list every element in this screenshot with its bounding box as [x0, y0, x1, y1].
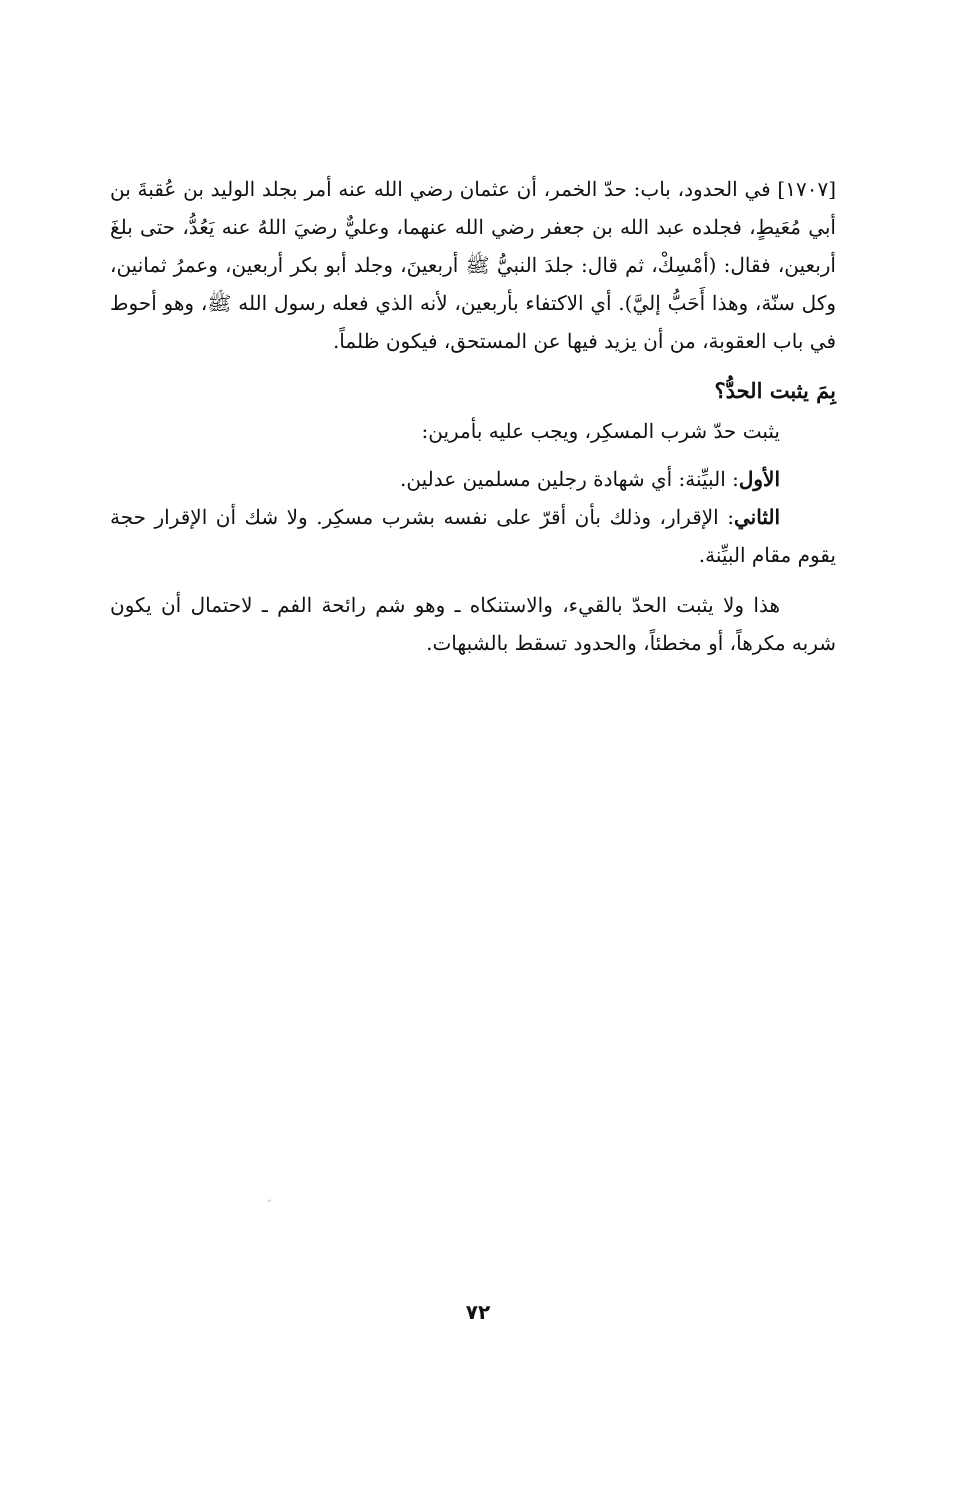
scan-artifact-mark: ﹰ: [268, 1200, 271, 1210]
list-item-label: الأول: [738, 467, 780, 491]
list-item-text: : البيِّنة: أي شهادة رجلين مسلمين عدلين.: [400, 467, 739, 491]
section-heading: بِمَ يثبت الحدُّ؟: [714, 378, 836, 403]
list-item-second: [110, 498, 836, 574]
hadith-quote-paragraph: [١٧٠٧] في الحدود، باب: حدّ الخمر، أن عثمان رضي الله عنه أمر بجلد الوليد بن عُقبةَ بن أبي مُعَيطٍ، فجلده عبد الله بن جعفر رضي الله عنهما، وعليٌّ رضيَ اللهُ عنه يَعُدُّ، حتى بلغَ أربعين، فقال: (أمْسِكْ، ثم قال: جلدَ النبيُّ ﷺ أربعينَ، وجلد أبو بكر أربعين، وعمرُ ثمانين، وكل سنّة، وهذا أَحَبُّ إليَّ). أي الاكتفاء بأربعين، لأنه الذي فعله رسول الله ﷺ، وهو أحوط في باب العقوبة، من أن يزيد فيها عن المستحق، فيكون ظلماً.: [110, 177, 836, 353]
list-item-label: الثاني: [733, 505, 780, 529]
page-number: ٧٢: [465, 1300, 491, 1324]
section-intro: يثبت حدّ شرب المسكِر، ويجب عليه بأمرين:: [421, 419, 780, 443]
list-item-first: [110, 460, 836, 498]
closing-paragraph: هذا ولا يثبت الحدّ بالقيء، والاستنكاه ـ وهو شم رائحة الفم ـ لاحتمال أن يكون شربه مكرهاً، أو مخطئاً، والحدود تسقط بالشبهات.: [110, 593, 836, 655]
page-body: [110, 170, 836, 662]
list-item-text: : الإقرار، وذلك بأن أقرّ على نفسه بشرب مسكِر. ولا شك أن الإقرار حجة يقوم مقام البيِّنة.: [110, 505, 836, 567]
